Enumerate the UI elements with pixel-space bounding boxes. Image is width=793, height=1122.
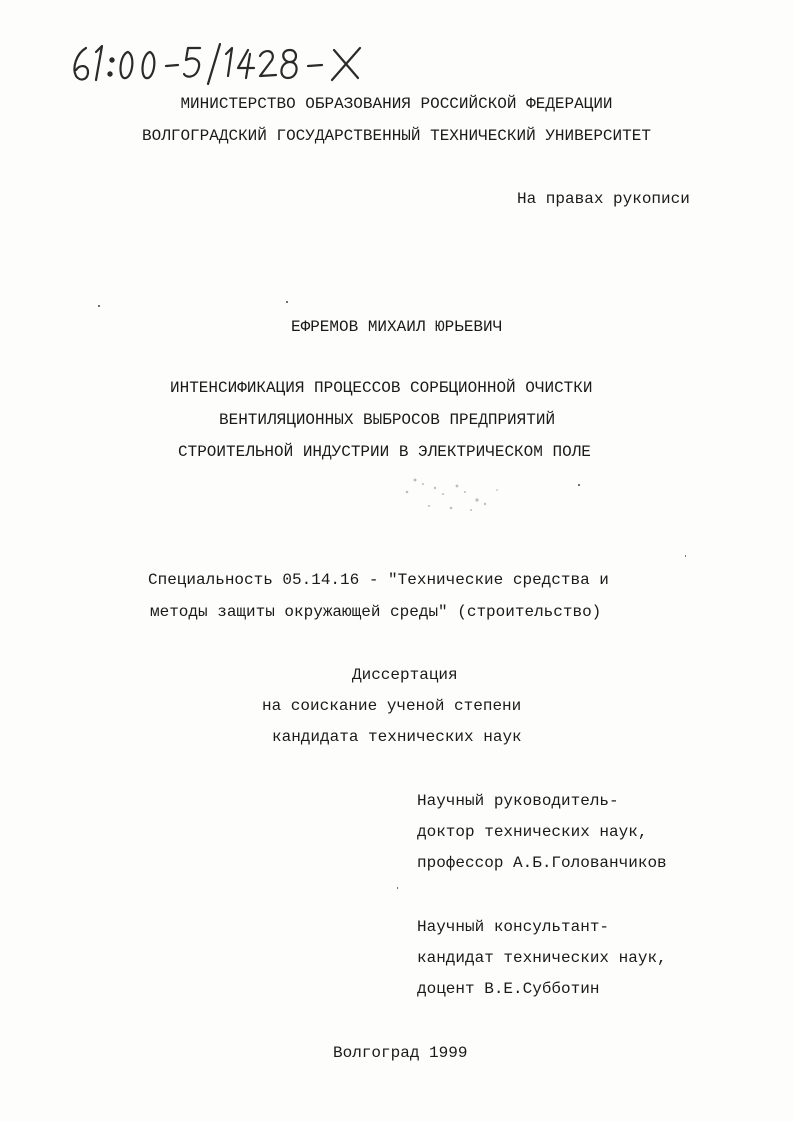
scan-speck bbox=[685, 555, 686, 557]
supervisor-line-1: Научный руководитель- bbox=[417, 792, 619, 810]
scan-speck bbox=[286, 301, 288, 303]
specialty-line-1: Специальность 05.14.16 - "Технические средства и bbox=[148, 571, 609, 589]
archive-stamp-handwritten bbox=[68, 40, 388, 92]
consultant-line-2: кандидат технических наук, bbox=[417, 949, 667, 967]
supervisor-line-3: профессор А.Б.Голованчиков bbox=[417, 854, 667, 872]
scan-smudge bbox=[395, 470, 515, 520]
dissertation-title-line-2: ВЕНТИЛЯЦИОННЫХ ВЫБРОСОВ ПРЕДПРИЯТИЙ bbox=[219, 411, 556, 429]
degree-line-2: на соискание ученой степени bbox=[262, 697, 522, 715]
university-heading: ВОЛГОГРАДСКИЙ ГОСУДАРСТВЕННЫЙ ТЕХНИЧЕСКИЙ УНИВЕРСИТЕТ bbox=[142, 127, 651, 145]
dissertation-title-line-1: ИНТЕНСИФИКАЦИЯ ПРОЦЕССОВ СОРБЦИОННОЙ ОЧИСТКИ bbox=[170, 379, 593, 397]
consultant-line-3: доцент В.Е.Субботин bbox=[417, 980, 600, 998]
dissertation-title-line-3: СТРОИТЕЛЬНОЙ ИНДУСТРИИ В ЭЛЕКТРИЧЕСКОМ ПОЛЕ bbox=[178, 443, 591, 461]
scan-speck bbox=[397, 887, 398, 889]
consultant-line-1: Научный консультант- bbox=[417, 918, 610, 936]
city-year: Волгоград 1999 bbox=[333, 1044, 468, 1062]
supervisor-line-2: доктор технических наук, bbox=[417, 823, 648, 841]
scan-speck bbox=[578, 484, 580, 486]
scan-speck bbox=[98, 305, 100, 307]
specialty-line-2: методы защиты окружающей среды" (строительство) bbox=[150, 603, 602, 621]
degree-line-1: Диссертация bbox=[352, 666, 458, 684]
ministry-heading: МИНИСТЕРСТВО ОБРАЗОВАНИЯ РОССИЙСКОЙ ФЕДЕРАЦИИ bbox=[180, 95, 613, 113]
degree-line-3: кандидата технических наук bbox=[272, 728, 522, 746]
author-name: ЕФРЕМОВ МИХАИЛ ЮРЬЕВИЧ bbox=[291, 318, 503, 336]
rights-note: На правах рукописи bbox=[517, 190, 690, 208]
